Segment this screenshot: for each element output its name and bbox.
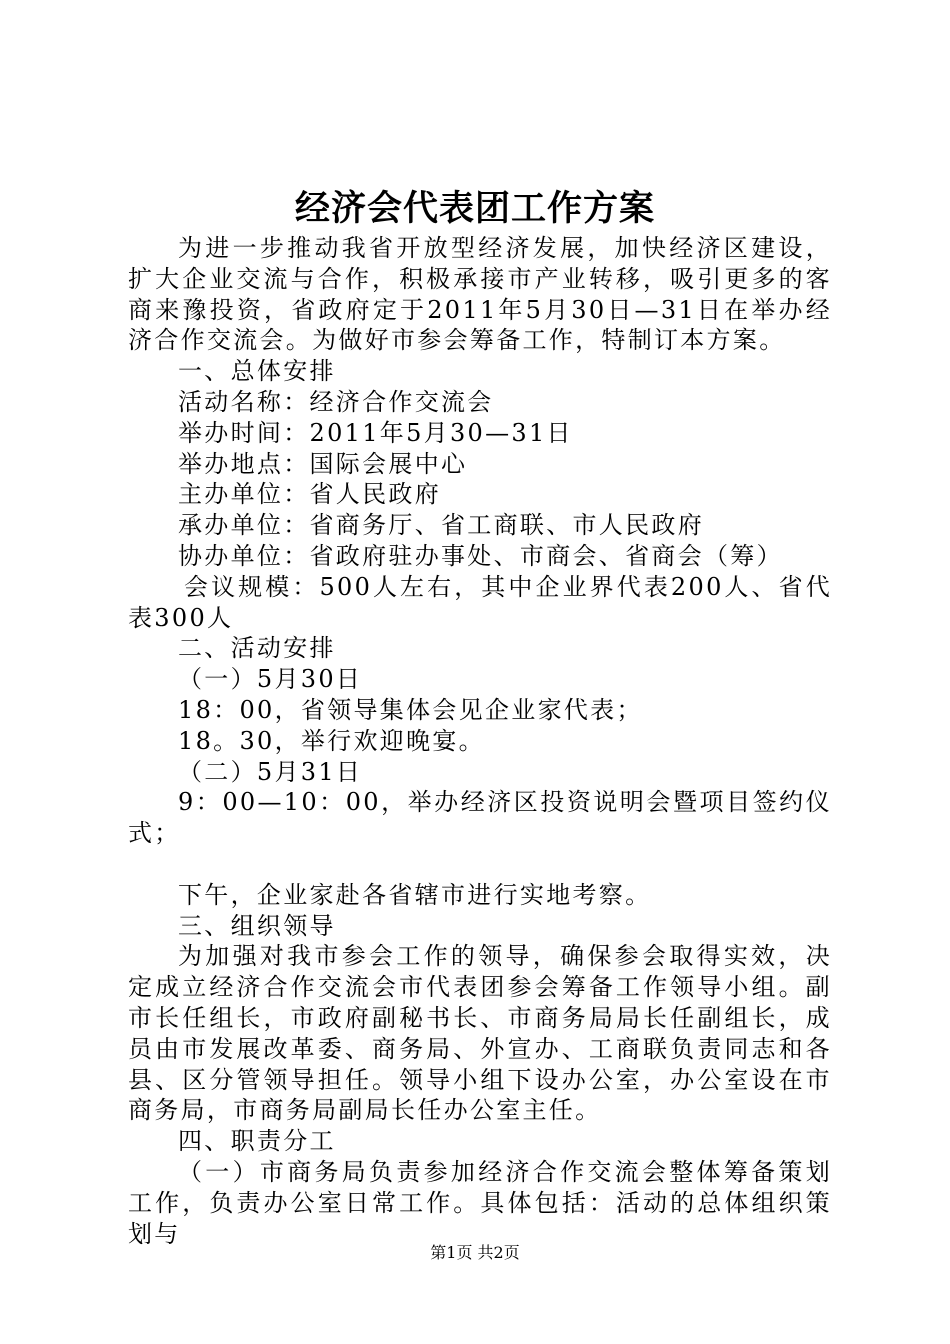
scale-paragraph: 会议规模：500人左右，其中企业界代表200人、省代表300人 bbox=[128, 572, 832, 632]
section-heading-overall: 一、总体安排 bbox=[178, 357, 336, 386]
section-heading-schedule: 二、活动安排 bbox=[178, 634, 336, 663]
host-line: 主办单位：省人民政府 bbox=[178, 480, 441, 509]
section-heading-duties: 四、职责分工 bbox=[178, 1127, 336, 1156]
event-venue-line: 举办地点：国际会展中心 bbox=[178, 449, 468, 478]
schedule-day-1: （一）5月30日 bbox=[178, 665, 363, 694]
schedule-day-2: （二）5月31日 bbox=[178, 757, 363, 786]
page-footer: 第1页 共2页 bbox=[430, 1243, 520, 1262]
intro-paragraph: 为进一步推动我省开放型经济发展，加快经济区建设，扩大企业交流与合作，积极承接市产业转移，吸引更多的客商来豫投资，省政府定于2011年5月30日—31日在举办经济合作交流会。为做好市参会筹备工作，特制订本方案。 bbox=[128, 234, 832, 355]
co-organizer-line: 协办单位：省政府驻办事处、市商会、省商会（筹） bbox=[178, 541, 783, 570]
organizer-line: 承办单位：省商务厅、省工商联、市人民政府 bbox=[178, 511, 704, 540]
event-time-line: 举办时间：2011年5月30—31日 bbox=[178, 418, 573, 447]
schedule-item: 18。30，举行欢迎晚宴。 bbox=[178, 726, 485, 755]
document-body bbox=[128, 233, 832, 1249]
event-name-line: 活动名称：经济合作交流会 bbox=[178, 387, 494, 416]
blank-line bbox=[128, 849, 832, 880]
leadership-paragraph: 为加强对我市参会工作的领导，确保参会取得实效，决定成立经济合作交流会市代表团参会筹备工作领导小组。副市长任组长，市政府副秘书长、市商务局局长任副组长，成员由市发展改革委、商务局、外宣办、工商联负责同志和各县、区分管领导担任。领导小组下设办公室，办公室设在市商务局，市商务局副局长任办公室主任。 bbox=[128, 942, 832, 1125]
section-heading-leadership: 三、组织领导 bbox=[178, 911, 336, 940]
schedule-item: 18：00，省领导集体会见企业家代表； bbox=[178, 695, 643, 724]
schedule-item: 下午，企业家赴各省辖市进行实地考察。 bbox=[178, 880, 652, 909]
schedule-item: 9：00—10：00，举办经济区投资说明会暨项目签约仪式； bbox=[128, 788, 832, 848]
duties-paragraph: （一）市商务局负责参加经济合作交流会整体筹备策划工作，负责办公室日常工作。具体包括：活动的总体组织策划与 bbox=[128, 1157, 832, 1248]
document-title: 经济会代表团工作方案 bbox=[294, 188, 655, 229]
